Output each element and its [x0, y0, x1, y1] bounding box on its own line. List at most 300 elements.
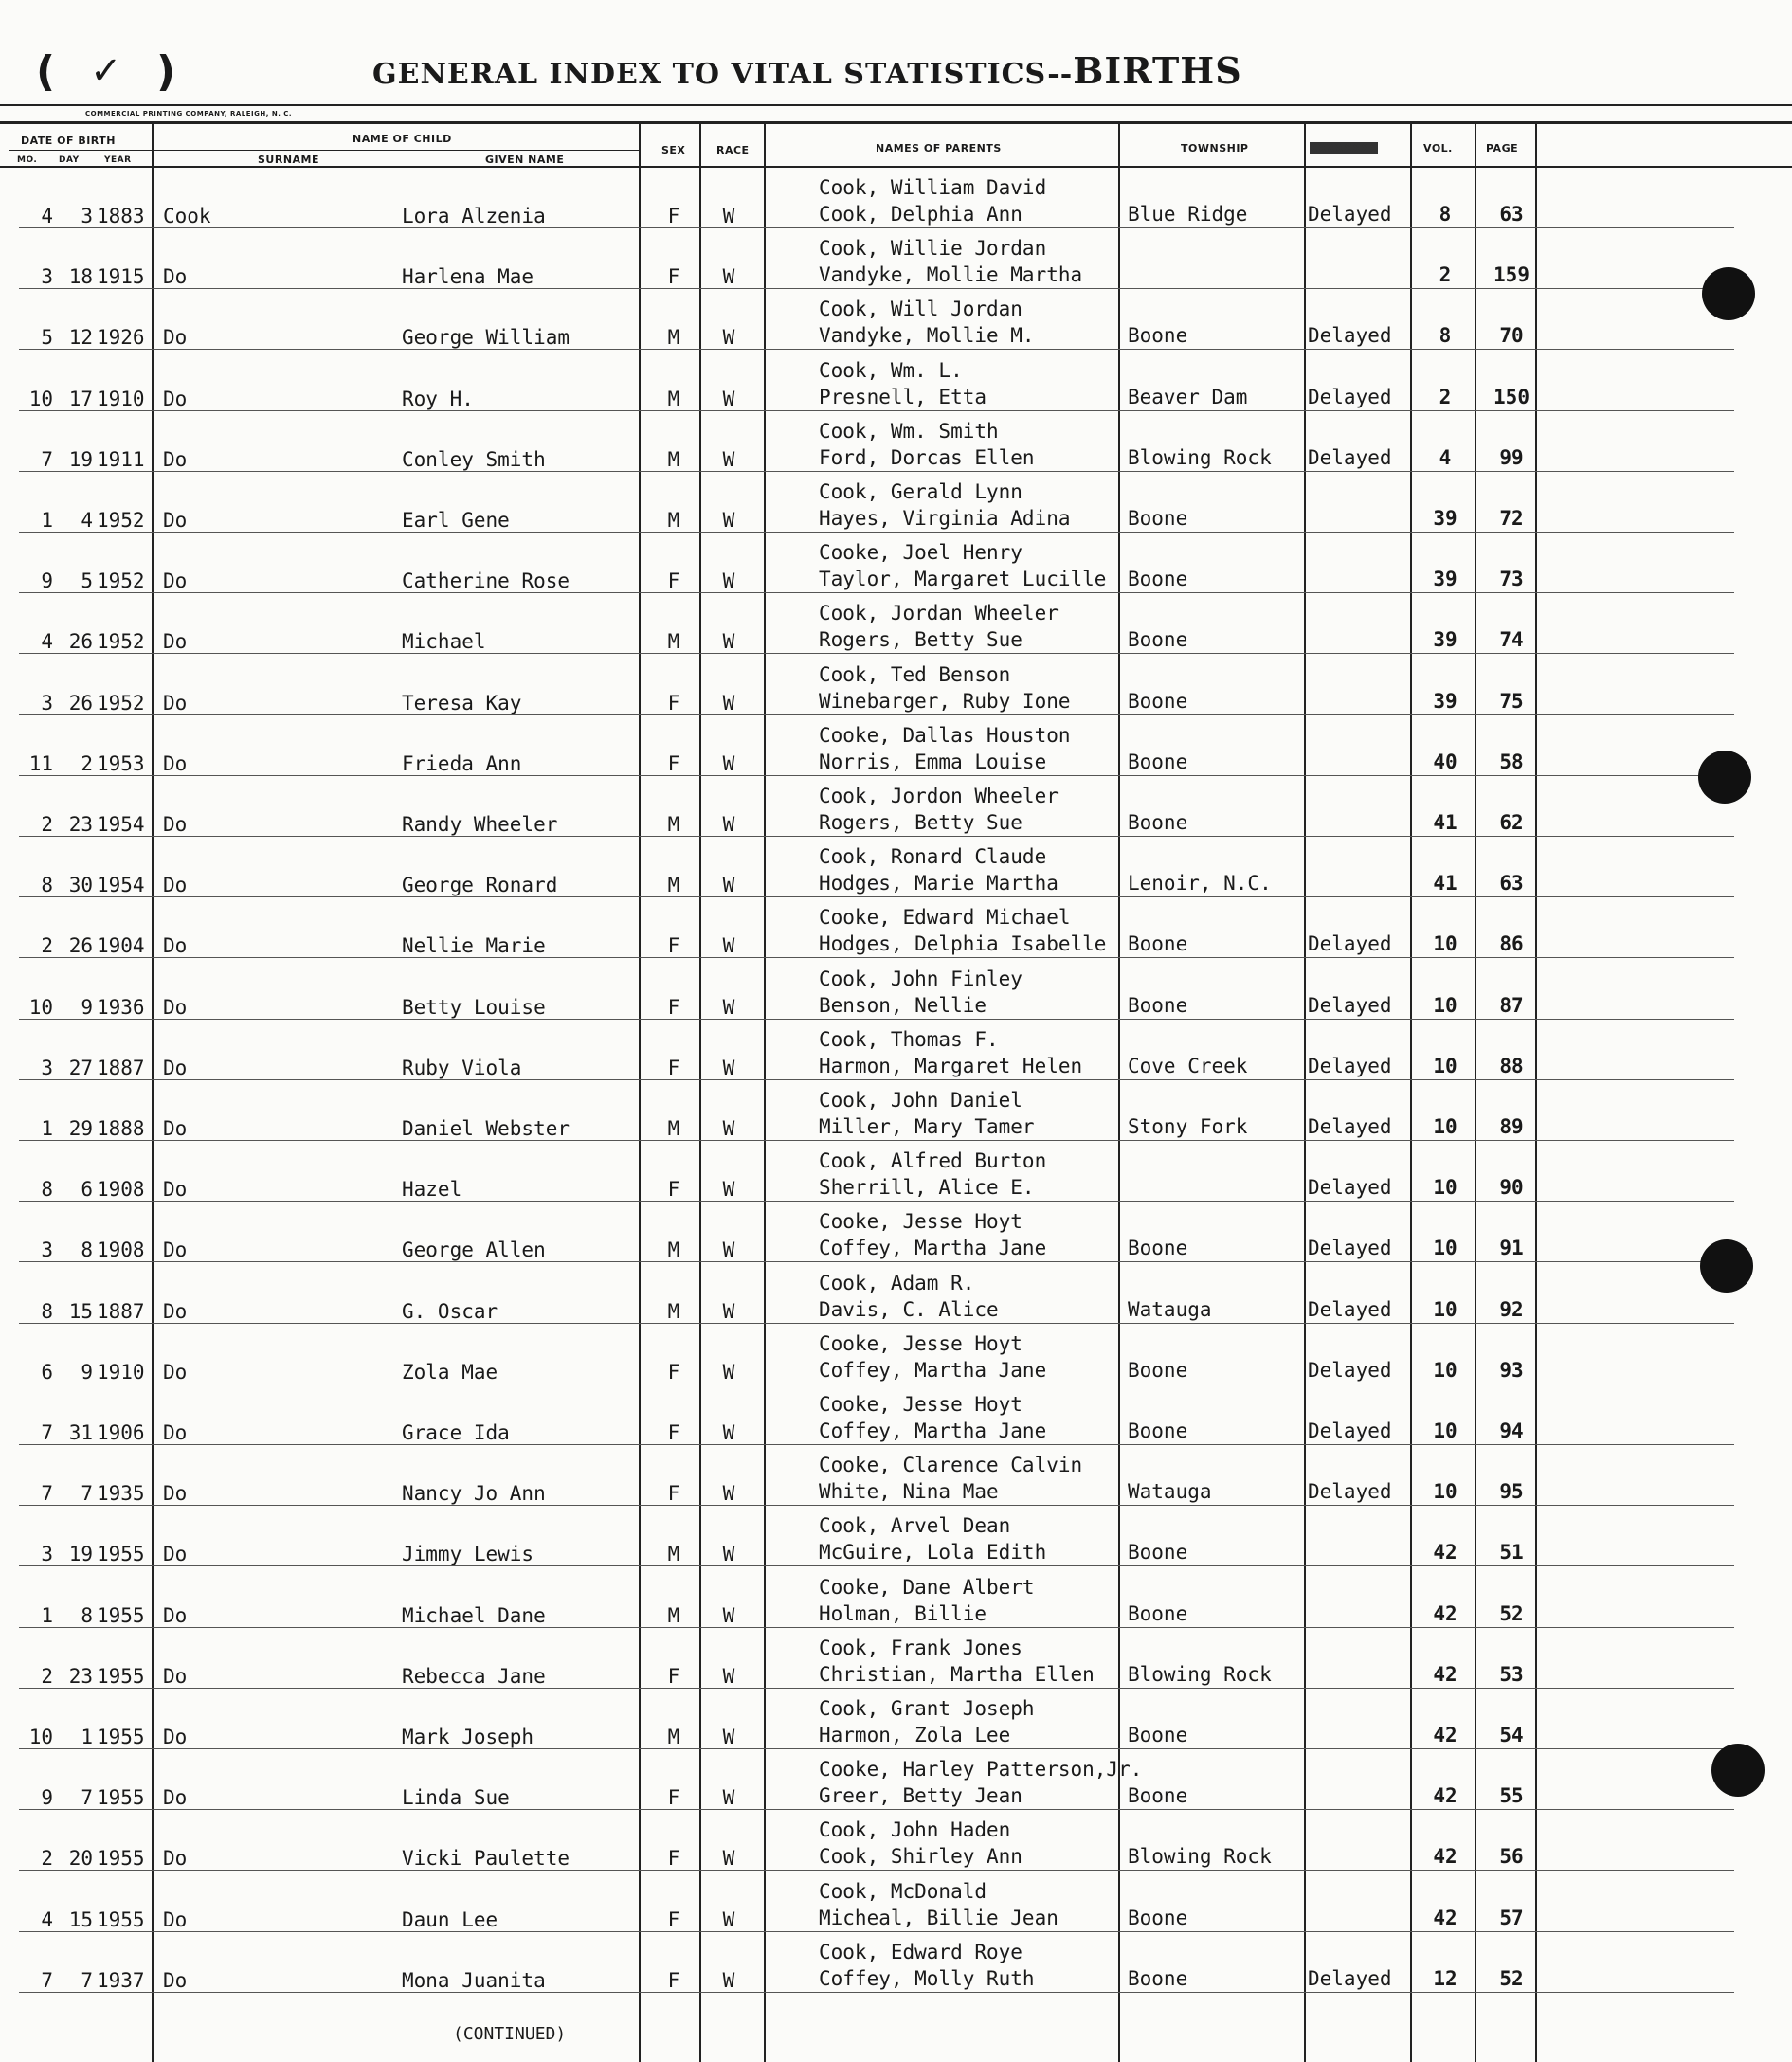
row-day: 8 [81, 1239, 93, 1262]
row-surname: Do [163, 265, 188, 289]
row-given-name: Roy H. [402, 387, 474, 410]
row-given-name: Teresa Kay [402, 691, 522, 714]
row-month: 10 [28, 387, 53, 410]
row-sex: M [667, 447, 680, 471]
row-month: 1 [41, 1117, 53, 1140]
row-page: 159 [1493, 263, 1530, 287]
row-surname: Do [163, 570, 188, 593]
row-year: 1953 [97, 751, 145, 775]
table-row [0, 898, 1792, 959]
row-day: 5 [81, 570, 93, 593]
row-parent-mother: Coffey, Martha Jane [819, 1237, 1047, 1260]
row-rule [19, 1444, 1734, 1445]
row-township: Boone [1128, 1358, 1188, 1382]
row-township: Boone [1128, 1237, 1188, 1260]
row-volume: 4 [1439, 445, 1452, 469]
header-race: RACE [716, 144, 750, 156]
row-sex: M [667, 1239, 680, 1262]
row-year: 1954 [97, 874, 145, 897]
row-day: 18 [68, 265, 93, 289]
row-sex: M [667, 1117, 680, 1140]
row-parent-father: Cook, John Daniel [819, 1089, 1023, 1112]
row-day: 9 [81, 1360, 93, 1384]
row-month: 3 [41, 265, 53, 289]
row-year: 1887 [97, 1299, 145, 1323]
row-sex: F [667, 1178, 680, 1202]
row-rule [19, 1261, 1734, 1262]
row-page: 56 [1499, 1845, 1524, 1869]
header-mo: MO. [17, 155, 38, 165]
row-volume: 42 [1433, 1784, 1457, 1808]
row-parent-father: Cook, John Finley [819, 967, 1023, 990]
printer-line: COMMERCIAL PRINTING COMPANY, RALEIGH, N. C. [85, 110, 293, 118]
row-rule [19, 1140, 1734, 1141]
row-parent-father: Cook, Jordon Wheeler [819, 785, 1059, 807]
table-row [0, 1568, 1792, 1629]
row-parent-mother: Rogers, Betty Sue [819, 628, 1023, 652]
row-surname: Do [163, 1360, 188, 1384]
row-given-name: Nellie Marie [402, 934, 546, 958]
row-page: 88 [1499, 1054, 1524, 1077]
row-parent-mother: Coffey, Molly Ruth [819, 1966, 1035, 1990]
row-parent-father: Cook, John Haden [819, 1818, 1011, 1842]
row-sex: F [667, 570, 680, 593]
row-day: 23 [68, 813, 93, 836]
row-month: 7 [41, 447, 53, 471]
row-rule [19, 1565, 1734, 1566]
row-township: Blue Ridge [1128, 203, 1248, 226]
row-year: 1904 [97, 934, 145, 958]
row-surname: Do [163, 1603, 188, 1627]
row-township: Boone [1128, 507, 1188, 530]
row-surname: Do [163, 387, 188, 410]
row-day: 4 [81, 509, 93, 532]
row-day: 17 [68, 387, 93, 410]
row-page: 62 [1499, 811, 1524, 834]
row-parent-mother: Hodges, Marie Martha [819, 872, 1059, 895]
row-given-name: George William [402, 326, 570, 350]
row-parent-father: Cooke, Jesse Hoyt [819, 1210, 1023, 1234]
row-parent-mother: Sherrill, Alice E. [819, 1176, 1035, 1200]
row-page: 99 [1499, 445, 1524, 469]
row-month: 2 [41, 813, 53, 836]
header-names-of-parents: NAMES OF PARENTS [876, 142, 1002, 154]
row-township: Boone [1128, 1601, 1188, 1625]
punch-hole [1702, 267, 1755, 320]
table-row [0, 960, 1792, 1021]
header-vol: VOL. [1423, 142, 1453, 154]
row-race: W [722, 1968, 735, 1992]
row-parent-mother: Holman, Billie [819, 1601, 987, 1625]
table-row [0, 412, 1792, 473]
header-sex: SEX [661, 144, 686, 156]
row-parent-mother: Winebarger, Ruby Ione [819, 689, 1071, 713]
row-parent-mother: Cook, Shirley Ann [819, 1845, 1023, 1869]
row-day: 19 [68, 1543, 93, 1566]
row-parent-mother: Rogers, Betty Sue [819, 811, 1023, 834]
row-race: W [722, 1299, 735, 1323]
row-month: 4 [41, 1908, 53, 1931]
row-rule [19, 1505, 1734, 1506]
row-township: Boone [1128, 1784, 1188, 1808]
row-race: W [722, 1421, 735, 1444]
row-day: 7 [81, 1786, 93, 1810]
row-volume: 39 [1433, 628, 1457, 652]
row-year: 1911 [97, 447, 145, 471]
row-month: 8 [41, 1299, 53, 1323]
table-row [0, 1933, 1792, 1994]
row-parent-father: Cooke, Harley Patterson,Jr. [819, 1758, 1143, 1782]
row-page: 53 [1499, 1662, 1524, 1686]
row-year: 1908 [97, 1178, 145, 1202]
row-volume: 10 [1433, 1420, 1457, 1442]
row-parent-father: Cooke, Clarence Calvin [819, 1454, 1083, 1477]
row-surname: Do [163, 995, 188, 1019]
row-sex: M [667, 630, 680, 654]
row-page: 58 [1499, 750, 1524, 773]
header-top-rule [0, 121, 1792, 124]
row-township: Cove Creek [1128, 1054, 1248, 1077]
row-township: Boone [1128, 628, 1188, 652]
row-parent-mother: Miller, Mary Tamer [819, 1115, 1035, 1138]
row-year: 1955 [97, 1664, 145, 1688]
row-given-name: G. Oscar [402, 1299, 498, 1323]
row-volume: 10 [1433, 1297, 1457, 1321]
row-parent-father: Cook, Wm. Smith [819, 419, 999, 443]
row-day: 26 [68, 934, 93, 958]
mark-close-paren: ) [156, 47, 176, 96]
row-sex: F [667, 995, 680, 1019]
row-surname: Do [163, 1178, 188, 1202]
row-surname: Do [163, 691, 188, 714]
row-parent-father: Cooke, Edward Michael [819, 906, 1071, 930]
row-surname: Do [163, 1482, 188, 1506]
row-given-name: Jimmy Lewis [402, 1543, 534, 1566]
row-race: W [722, 1786, 735, 1810]
row-volume: 42 [1433, 1662, 1457, 1686]
row-surname: Do [163, 1117, 188, 1140]
row-race: W [722, 1239, 735, 1262]
row-race: W [722, 995, 735, 1019]
row-given-name: Mark Joseph [402, 1726, 534, 1748]
row-parent-father: Cook, Ted Benson [819, 662, 1011, 686]
table-row [0, 1264, 1792, 1325]
row-race: W [722, 1847, 735, 1871]
row-parent-mother: Cook, Delphia Ann [819, 203, 1023, 226]
row-parent-mother: Taylor, Margaret Lucille [819, 568, 1107, 591]
row-day: 26 [68, 691, 93, 714]
row-day: 23 [68, 1664, 93, 1688]
row-volume: 42 [1433, 1906, 1457, 1929]
row-rule [19, 1870, 1734, 1871]
row-township: Boone [1128, 568, 1188, 591]
row-month: 2 [41, 1664, 53, 1688]
row-township: Boone [1128, 993, 1188, 1017]
row-page: 75 [1499, 689, 1524, 713]
row-race: W [722, 205, 735, 227]
row-day: 30 [68, 874, 93, 897]
row-year: 1952 [97, 509, 145, 532]
row-sex: F [667, 1664, 680, 1688]
row-race: W [722, 447, 735, 471]
row-township: Blowing Rock [1128, 1845, 1272, 1869]
row-parent-mother: Ford, Dorcas Ellen [819, 445, 1035, 469]
row-year: 1955 [97, 1543, 145, 1566]
row-month: 3 [41, 691, 53, 714]
row-race: W [722, 387, 735, 410]
row-volume: 10 [1433, 1480, 1457, 1504]
row-sex: F [667, 265, 680, 289]
row-sex: M [667, 813, 680, 836]
table-row [0, 1446, 1792, 1507]
table-row [0, 1385, 1792, 1446]
header-bottom-rule [0, 166, 1792, 168]
row-parent-father: Cook, Alfred Burton [819, 1149, 1047, 1173]
row-parent-mother: Hodges, Delphia Isabelle [819, 932, 1107, 956]
row-page: 92 [1499, 1297, 1524, 1321]
header-name-of-child: NAME OF CHILD [353, 133, 452, 145]
row-given-name: Daniel Webster [402, 1117, 570, 1140]
row-sex: F [667, 1421, 680, 1444]
row-year: 1955 [97, 1726, 145, 1748]
row-month: 10 [28, 995, 53, 1019]
row-page: 52 [1499, 1966, 1524, 1990]
table-row [0, 1811, 1792, 1872]
row-month: 7 [41, 1421, 53, 1444]
row-township: Watauga [1128, 1480, 1212, 1504]
row-delayed: Delayed [1308, 324, 1392, 348]
row-rule [19, 836, 1734, 837]
row-sex: M [667, 1726, 680, 1748]
row-township: Blowing Rock [1128, 1662, 1272, 1686]
row-parent-mother: McGuire, Lola Edith [819, 1541, 1047, 1565]
row-surname: Do [163, 1239, 188, 1262]
row-rule [19, 1809, 1734, 1810]
table-row [0, 1507, 1792, 1567]
row-rule [19, 1627, 1734, 1628]
row-given-name: Rebecca Jane [402, 1664, 546, 1688]
row-year: 1926 [97, 326, 145, 350]
row-month: 7 [41, 1482, 53, 1506]
row-race: W [722, 265, 735, 289]
row-race: W [722, 326, 735, 350]
row-parent-father: Cooke, Jesse Hoyt [819, 1331, 1023, 1355]
row-race: W [722, 1360, 735, 1384]
row-volume: 42 [1433, 1541, 1457, 1565]
row-surname: Do [163, 1968, 188, 1992]
row-sex: F [667, 1968, 680, 1992]
row-delayed: Delayed [1308, 993, 1392, 1017]
row-parent-mother: Norris, Emma Louise [819, 750, 1047, 773]
row-rule [19, 1748, 1734, 1749]
table-row [0, 534, 1792, 594]
row-parent-mother: Micheal, Billie Jean [819, 1906, 1059, 1929]
row-year: 1908 [97, 1239, 145, 1262]
table-row [0, 1021, 1792, 1081]
row-page: 87 [1499, 993, 1524, 1017]
row-given-name: Linda Sue [402, 1786, 510, 1810]
row-sex: F [667, 1360, 680, 1384]
row-rule [19, 1323, 1734, 1324]
row-sex: F [667, 1056, 680, 1079]
row-parent-father: Cooke, Dallas Houston [819, 723, 1071, 747]
row-day: 7 [81, 1482, 93, 1506]
continued-note: (CONTINUED) [453, 2024, 567, 2044]
row-volume: 2 [1439, 263, 1452, 287]
row-month: 2 [41, 934, 53, 958]
row-parent-father: Cook, Wm. L. [819, 358, 963, 382]
row-volume: 10 [1433, 1054, 1457, 1077]
row-volume: 42 [1433, 1601, 1457, 1625]
row-sex: M [667, 1543, 680, 1566]
row-race: W [722, 1117, 735, 1140]
row-given-name: Frieda Ann [402, 751, 522, 775]
row-rule [19, 653, 1734, 654]
row-race: W [722, 570, 735, 593]
row-surname: Do [163, 813, 188, 836]
header-date-of-birth: DATE OF BIRTH [21, 135, 116, 147]
row-sex: F [667, 934, 680, 958]
header-given-name: GIVEN NAME [485, 154, 565, 166]
row-given-name: George Ronard [402, 874, 558, 897]
row-volume: 39 [1433, 568, 1457, 591]
row-parent-mother: Greer, Betty Jean [819, 1784, 1023, 1808]
table-row [0, 1142, 1792, 1203]
row-surname: Do [163, 1847, 188, 1871]
row-surname: Do [163, 1299, 188, 1323]
row-month: 3 [41, 1543, 53, 1566]
row-rule [19, 288, 1734, 289]
row-month: 4 [41, 205, 53, 227]
row-month: 1 [41, 509, 53, 532]
row-rule [19, 227, 1734, 228]
row-volume: 39 [1433, 507, 1457, 530]
row-township: Boone [1128, 324, 1188, 348]
row-page: 63 [1499, 203, 1524, 226]
table-row [0, 473, 1792, 534]
row-surname: Do [163, 509, 188, 532]
row-delayed: Delayed [1308, 1966, 1392, 1990]
row-year: 1910 [97, 387, 145, 410]
row-sex: F [667, 691, 680, 714]
row-parent-mother: White, Nina Mae [819, 1480, 999, 1504]
row-delayed: Delayed [1308, 1237, 1392, 1260]
punch-hole [1711, 1744, 1765, 1797]
row-year: 1937 [97, 1968, 145, 1992]
row-day: 7 [81, 1968, 93, 1992]
header-township: TOWNSHIP [1181, 142, 1249, 154]
row-volume: 10 [1433, 932, 1457, 956]
header-page: PAGE [1486, 142, 1519, 154]
row-parent-father: Cook, Will Jordan [819, 298, 1023, 321]
row-sex: M [667, 326, 680, 350]
check-mark-icon: ✓ [90, 49, 122, 93]
row-year: 1915 [97, 265, 145, 289]
row-day: 20 [68, 1847, 93, 1871]
row-race: W [722, 1726, 735, 1748]
row-race: W [722, 1664, 735, 1688]
row-day: 8 [81, 1603, 93, 1627]
row-page: 90 [1499, 1176, 1524, 1200]
table-row [0, 169, 1792, 229]
row-rule [19, 1019, 1734, 1020]
row-volume: 2 [1439, 385, 1452, 408]
row-parent-father: Cooke, Jesse Hoyt [819, 1393, 1023, 1416]
row-given-name: Michael [402, 630, 486, 654]
row-day: 31 [68, 1421, 93, 1444]
row-day: 27 [68, 1056, 93, 1079]
row-given-name: Conley Smith [402, 447, 546, 471]
row-race: W [722, 630, 735, 654]
row-day: 19 [68, 447, 93, 471]
row-rule [19, 532, 1734, 533]
row-page: 73 [1499, 568, 1524, 591]
row-delayed: Delayed [1308, 1297, 1392, 1321]
row-surname: Do [163, 1664, 188, 1688]
row-month: 8 [41, 874, 53, 897]
row-year: 1952 [97, 630, 145, 654]
row-parent-mother: Presnell, Etta [819, 385, 987, 408]
table-row [0, 777, 1792, 838]
row-township: Boone [1128, 1541, 1188, 1565]
row-race: W [722, 1056, 735, 1079]
row-sex: M [667, 874, 680, 897]
row-year: 1955 [97, 1786, 145, 1810]
table-row [0, 1081, 1792, 1142]
row-parent-mother: Coffey, Martha Jane [819, 1420, 1047, 1442]
row-sex: F [667, 205, 680, 227]
row-day: 12 [68, 326, 93, 350]
row-year: 1888 [97, 1117, 145, 1140]
row-surname: Do [163, 1908, 188, 1931]
row-given-name: Vicki Paulette [402, 1847, 570, 1871]
row-surname: Do [163, 630, 188, 654]
row-sex: M [667, 1299, 680, 1323]
row-parent-mother: Harmon, Zola Lee [819, 1724, 1011, 1746]
row-page: 57 [1499, 1906, 1524, 1929]
row-month: 7 [41, 1968, 53, 1992]
row-surname: Do [163, 751, 188, 775]
row-race: W [722, 509, 735, 532]
row-surname: Do [163, 934, 188, 958]
row-delayed: Delayed [1308, 1054, 1392, 1077]
row-year: 1935 [97, 1482, 145, 1506]
row-parent-father: Cooke, Joel Henry [819, 541, 1023, 565]
row-surname: Do [163, 447, 188, 471]
table-row [0, 1872, 1792, 1933]
row-race: W [722, 751, 735, 775]
header-struck-column: XXXXXXXX [1310, 142, 1378, 154]
date-subrule [9, 150, 152, 151]
row-page: 52 [1499, 1601, 1524, 1625]
row-given-name: George Allen [402, 1239, 546, 1262]
header-surname: SURNAME [258, 154, 320, 166]
row-volume: 8 [1439, 203, 1452, 226]
row-township: Watauga [1128, 1297, 1212, 1321]
row-parent-father: Cook, Adam R. [819, 1271, 975, 1294]
row-delayed: Delayed [1308, 445, 1392, 469]
row-surname: Do [163, 874, 188, 897]
table-row [0, 1750, 1792, 1811]
row-page: 91 [1499, 1237, 1524, 1260]
row-parent-mother: Hayes, Virginia Adina [819, 507, 1071, 530]
row-volume: 41 [1433, 872, 1457, 895]
page-title [372, 49, 1242, 92]
row-month: 10 [28, 1726, 53, 1748]
row-rule [19, 471, 1734, 472]
row-township: Boone [1128, 1420, 1188, 1442]
row-year: 1955 [97, 1603, 145, 1627]
